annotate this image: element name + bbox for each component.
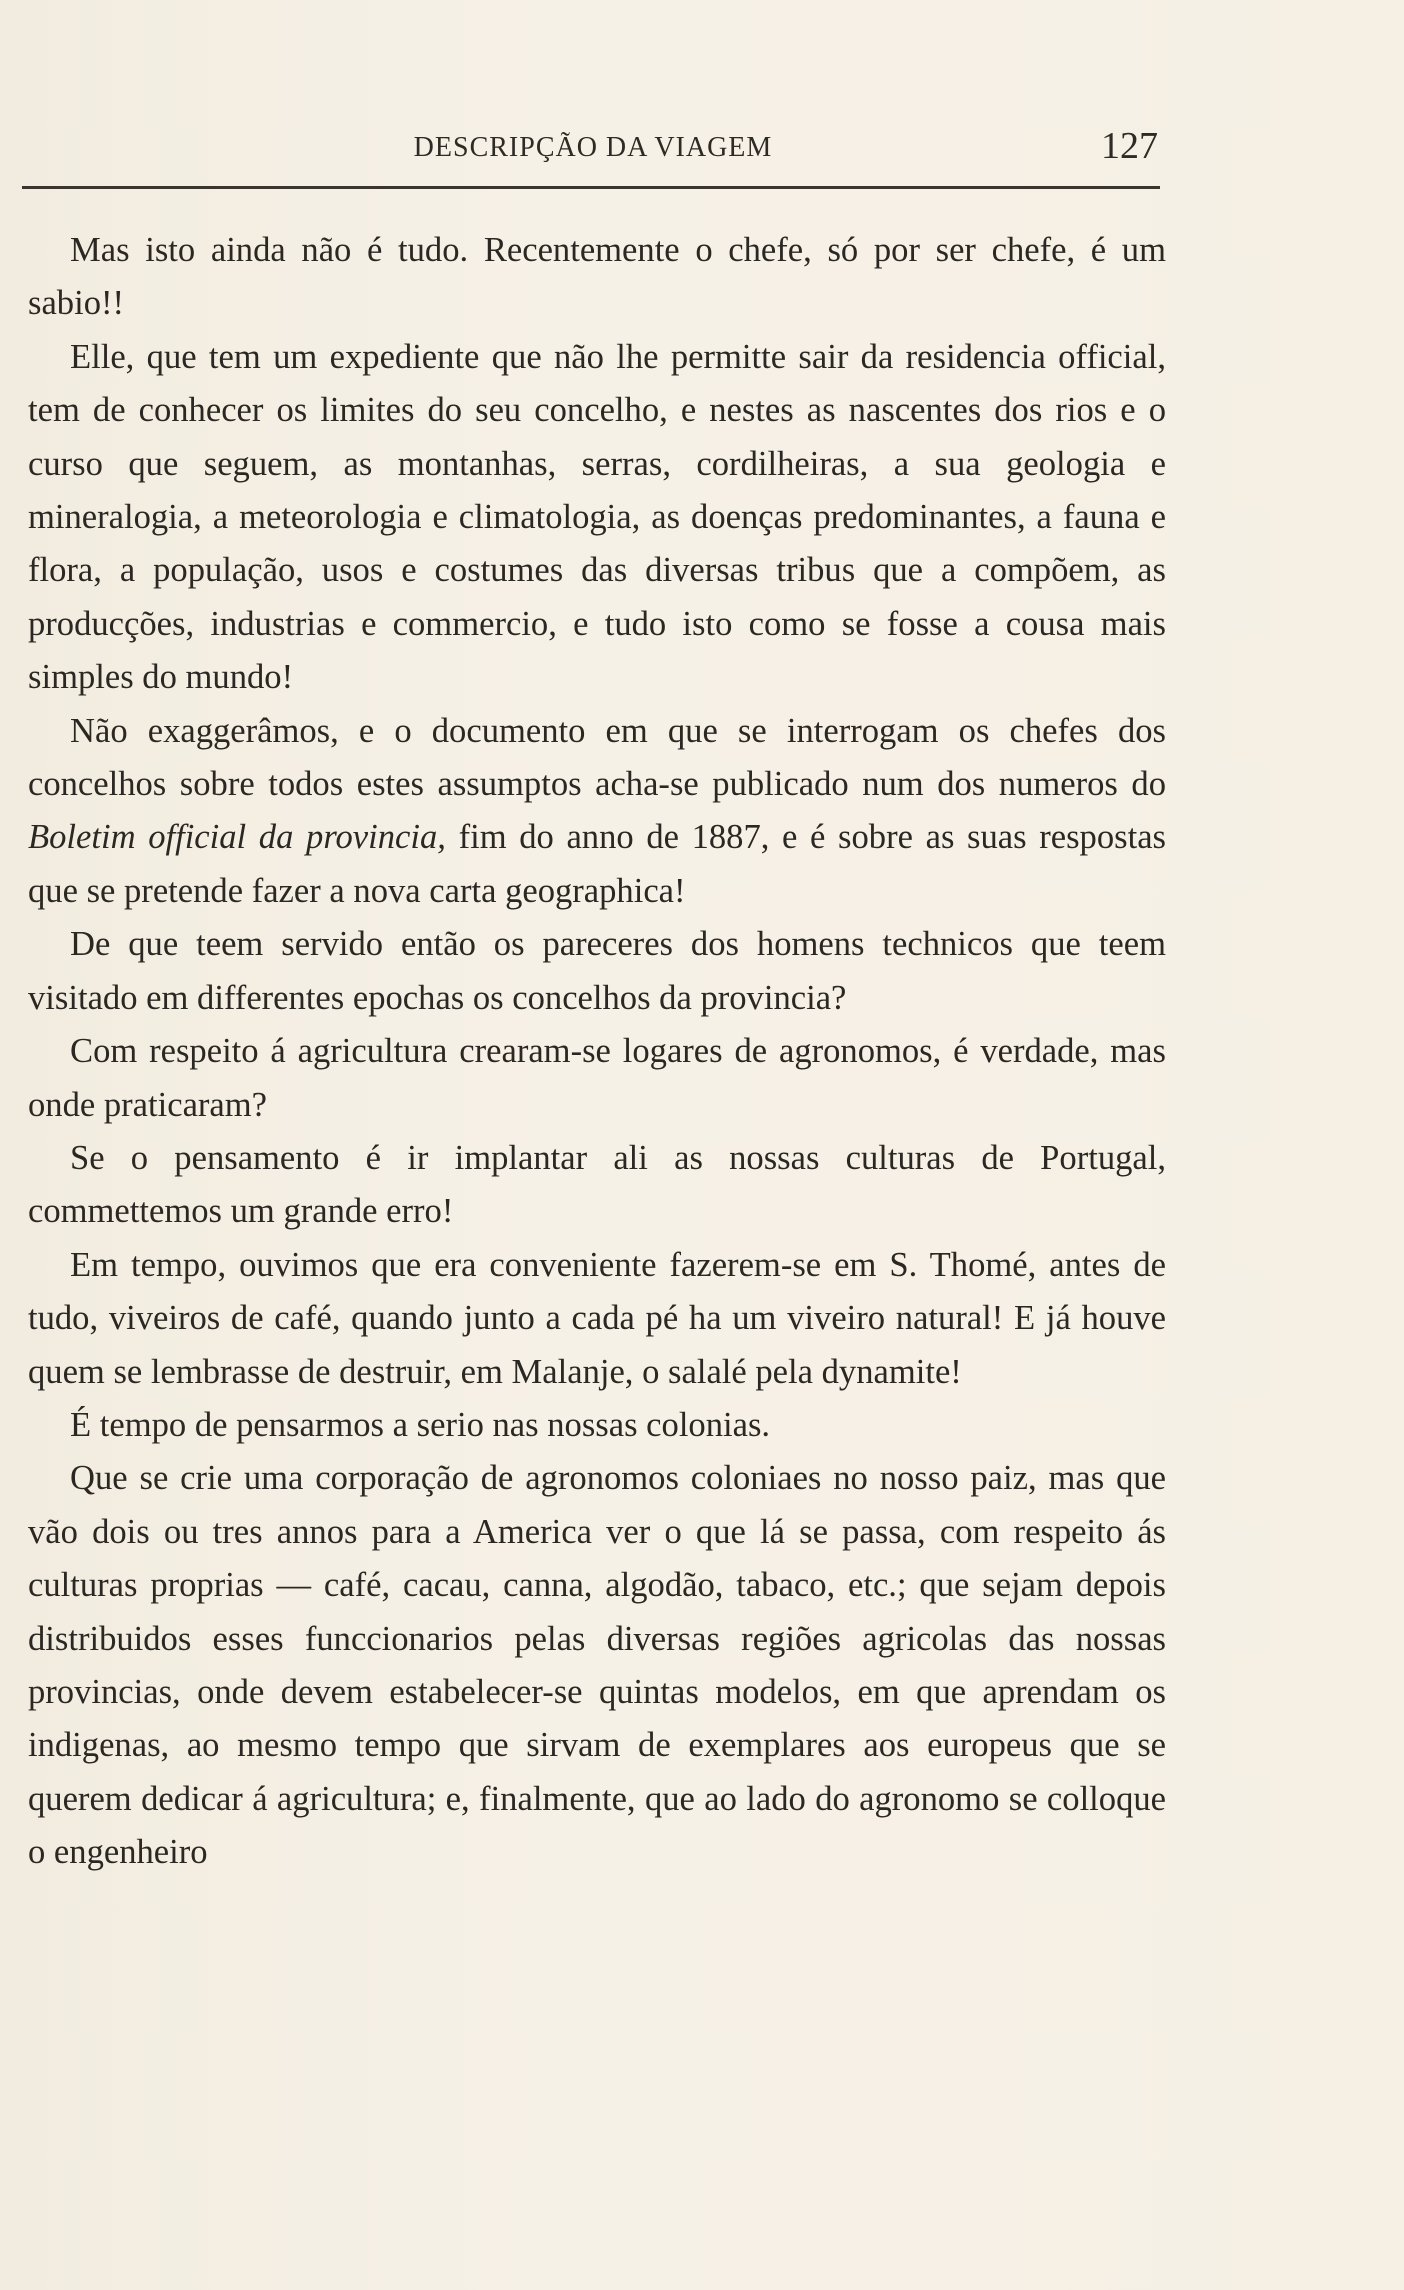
paragraph-8: É tempo de pensarmos a serio nas nossas colonias. (70, 1405, 771, 1444)
paragraph-3-text-b: fim do anno de 1887, e é sobre as suas respostas que se pretende fazer a nova carta geographica! (28, 818, 1167, 910)
paragraph-1: Mas isto ainda não é tudo. Recentemente o chefe, só por ser chefe, é um sabio!! (28, 231, 1166, 323)
paragraph-4: De que teem servido então os pareceres dos homens technicos que teem visitado em differentes epochas os concelhos da provincia? (28, 925, 1166, 1017)
body-text (28, 224, 1166, 1880)
paragraph-6: Se o pensamento é ir implantar ali as nossas culturas de Portugal, commettemos um grande erro! (28, 1138, 1166, 1231)
paragraph-3-text-a: Não exaggerâmos, e o documento em que se interrogam os chefes dos concelhos sobre todos estes assumptos acha-se publicado num dos numeros do (28, 711, 1166, 804)
boletim-title: Boletim official da provincia, (28, 818, 446, 857)
paragraph-2: Elle, que tem um expediente que não lhe permitte sair da residencia official, tem de conhecer os limites do seu concelho, e nestes as nascentes dos rios e o curso que seguem, as montanhas, serras, cordilheiras, a sua geologia e mineralogia, a meteorologia e climatologia, as doenças predominantes, a fauna e flora, a população, usos e costumes das diversas tribus que a compõem, as producções, industrias e commercio, e tudo isto como se fosse a cousa mais simples do mundo! (28, 337, 1166, 697)
page-number: 127 (1101, 125, 1158, 167)
header-rule (22, 186, 1160, 189)
paragraph-5: Com respeito á agricultura crearam-se logares de agronomos, é verdade, mas onde praticaram? (28, 1032, 1166, 1124)
page-header (28, 125, 1158, 168)
paragraph-3 (28, 705, 1166, 919)
paragraph-9: Que se crie uma corporação de agronomos coloniaes no nosso paiz, mas que vão dois ou tres annos para a America ver o que lá se passa, com respeito ás culturas proprias — café, cacau, canna, algodão, tabaco, etc.; que sejam depois distribuidos esses funccionarios pelas diversas regiões agricolas das nossas provincias, onde devem estabelecer-se quintas modelos, em que aprendam os indigenas, ao mesmo tempo que sirvam de exemplares aos europeus que se querem dedicar á agricultura; e, finalmente, que ao lado do agronomo se colloque o engenheiro (28, 1459, 1166, 1872)
running-head: DESCRIPÇÃO DA VIAGEM (413, 132, 773, 163)
paragraph-7: Em tempo, ouvimos que era conveniente fazerem-se em S. Thomé, antes de tudo, viveiros de café, quando junto a cada pé ha um viveiro natural! E já houve quem se lembrasse de destruir, em Malanje, o salalé pela dynamite! (28, 1245, 1166, 1391)
